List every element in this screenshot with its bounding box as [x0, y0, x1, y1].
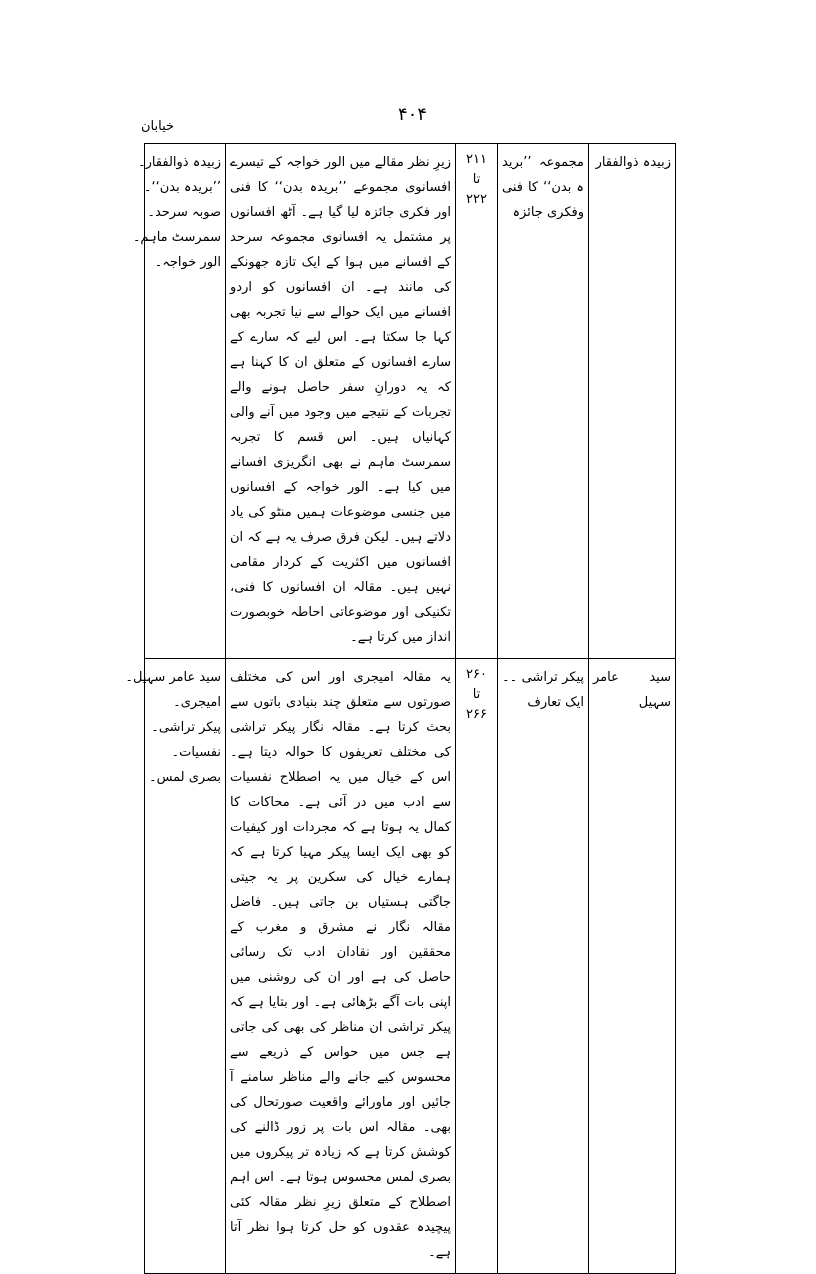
keyword: ’’بریدہ بدن‘‘۔: [143, 180, 221, 195]
keyword: پیکر تراشی۔: [151, 720, 221, 735]
keyword: زبیدہ ذوالفقار۔: [137, 155, 221, 170]
keyword: صوبہ سرحد۔: [147, 205, 221, 220]
page-range-cell: [456, 144, 498, 659]
table-row: [145, 144, 676, 659]
page-number: ۴۰۴: [398, 104, 428, 125]
author-cell: سید عامر سہیل: [589, 659, 676, 1274]
keyword: الور خواجہ۔: [154, 255, 221, 270]
page-from: ۲۶۰: [466, 667, 487, 682]
keywords-cell: [125, 659, 226, 1274]
journal-title: خیابان: [141, 119, 175, 134]
keyword: نفسیات۔: [171, 745, 221, 760]
keyword: سید عامر سہیل۔: [125, 670, 221, 685]
keyword: بصری لمس۔: [148, 770, 221, 785]
article-title-cell: پیکر تراشی ۔۔ ایک تعارف: [498, 659, 589, 1274]
page-to-label: تا: [472, 172, 481, 187]
page-to: ۲۲۲: [466, 192, 487, 207]
author-cell: زبیدہ ذوالفقار: [589, 144, 676, 659]
page-to-label: تا: [472, 687, 481, 702]
article-index-table: [125, 143, 676, 1274]
article-title-cell: مجموعہ ’’برید ہ بدن‘‘ کا فنی وفکری جائزہ: [498, 144, 589, 659]
keyword: امیجری۔: [173, 695, 221, 710]
summary-cell: یہ مقالہ امیجری اور اس کی مختلف صورتوں سے متعلق چند بنیادی باتوں سے بحث کرتا ہے۔ مقالہ نگار پیکر تراشی کی مختلف تعریفوں کا حوالہ دیتا ہے۔ اس کے خیال میں یہ اصطلاح نفسیات سے ادب میں در آئی ہے۔ محاکات کا کمال یہ ہوتا ہے کہ مجردات اور کیفیات کو بھی ایک ایسا پیکر مہیا کرتا ہے کہ ہمارے خیال کی سکرین پر یہ جیتی جاگتی ہستیاں بن جاتی ہیں۔ فاضل مقالہ نگار نے مشرق و مغرب کے محققین اور نقادان ادب تک رسائی حاصل کی ہے اور ان کی روشنی میں اپنی بات آگے بڑھائی ہے۔ اور بتایا ہے کہ پیکر تراشی ان مناظر کی بھی کی جاتی ہے جس میں حواس کے ذریعے سے محسوس کیے جانے والے مناظر سامنے آ جائیں اور ماورائے واقعیت صورتحال کی بھی۔ مقالہ اس بات پر زور ڈالنے کی کوشش کرتا ہے کہ زیادہ تر پیکروں میں بصری لمس محسوس ہوتا ہے۔ اس اہم اصطلاح کے متعلق زیرِ نظر مقالہ کئی پیچیدہ عقدوں کو حل کرتا ہوا نظر آتا ہے۔: [226, 659, 456, 1274]
keywords-cell: [132, 144, 226, 659]
page-to: ۲۶۶: [466, 707, 487, 722]
summary-cell: زیرِ نظر مقالے میں الور خواجہ کے تیسرے افسانوی مجموعے ’’بریدہ بدن‘‘ کا فنی اور فکری جائزہ لیا گیا ہے۔ آٹھ افسانوں پر مشتمل یہ افسانوی مجموعہ سرحد کے افسانے میں ہوا کے ایک تازہ جھونکے کی مانند ہے۔ ان افسانوں کو اردو افسانے میں ایک حوالے سے نیا تجربہ بھی کہا جا سکتا ہے۔ اس لیے کہ سارے کے سارے افسانوں کے متعلق ان کا کہنا ہے کہ یہ دورانِ سفر حاصل ہونے والے تجربات کے نتیجے میں وجود میں آنے والی کہانیاں ہیں۔ اس قسم کا تجربہ سمرسٹ ماہم نے بھی انگریزی افسانے میں کیا ہے۔ الور خواجہ کے افسانوں میں جنسی موضوعات ہمیں منٹو کی یاد دلاتے ہیں۔ لیکن فرق صرف یہ ہے کہ ان افسانوں میں اکثریت کے کردار مقامی نہیں ہیں۔ مقالہ ان افسانوں کا فنی، تکنیکی اور موضوعاتی احاطہ خوبصورت انداز میں کرتا ہے۔: [226, 144, 456, 659]
page-range-cell: [456, 659, 498, 1274]
keyword: سمرسٹ ماہم۔: [132, 230, 221, 245]
table-row: [145, 659, 676, 1274]
page-from: ۲۱۱: [466, 152, 487, 167]
